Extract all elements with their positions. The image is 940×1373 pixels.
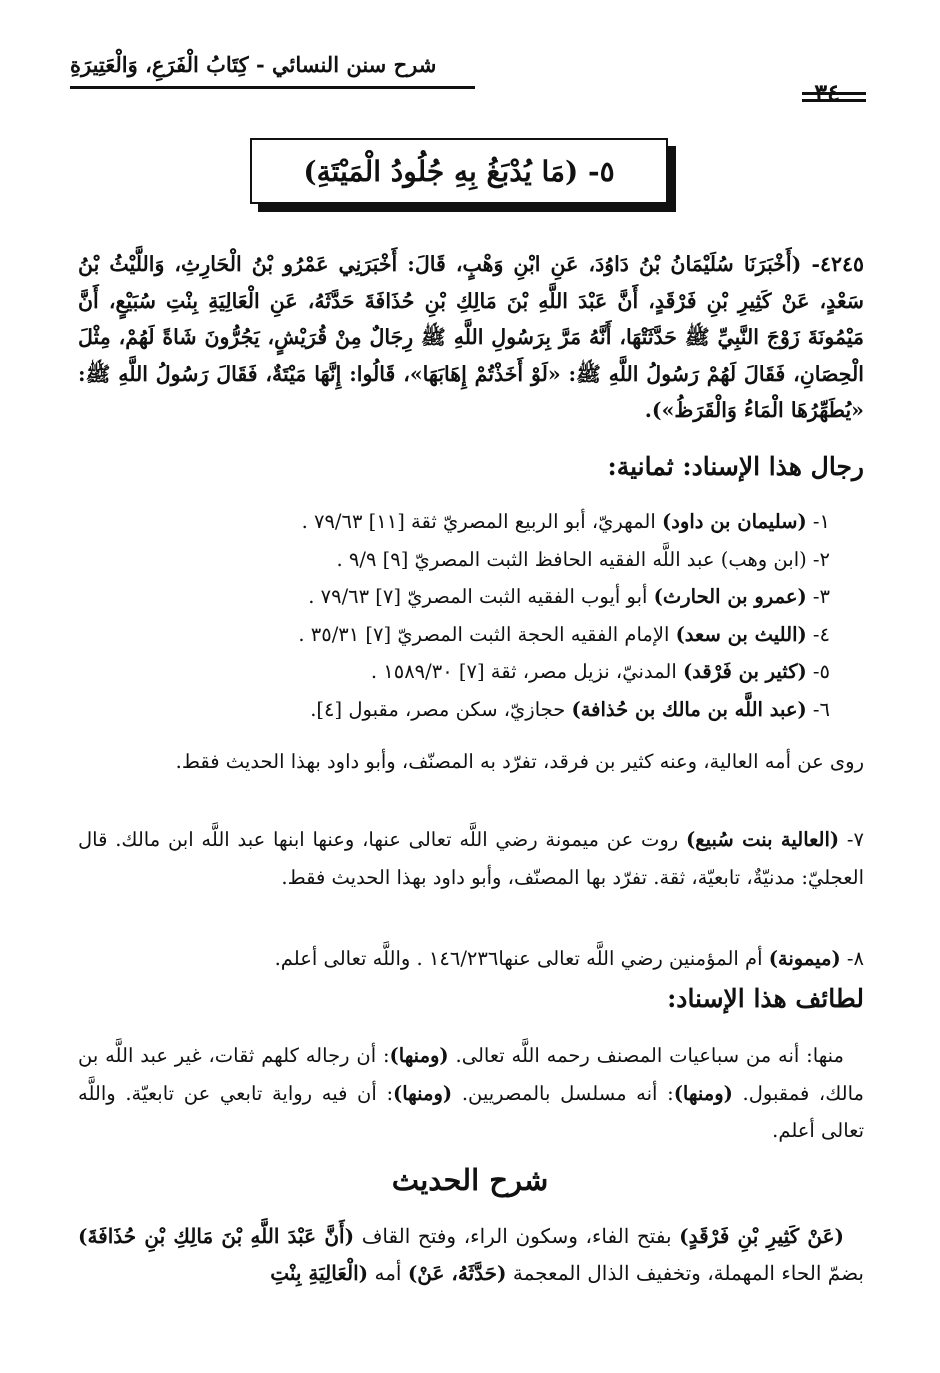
sharh-paragraph: (عَنْ كَثِيرِ بْنِ فَرْقَدٍ) بفتح الفاء، وسكون الراء، وفتح القاف (أَنَّ عَبْدَ اللَّهِ بْنَ مَالِكِ بْنِ حُذَافَةَ) بضمّ الحاء المهملة، وتخفيف الذال المعجمة (حَدَّثَهُ، عَنْ) أمه (الْعَالِيَةِ بِنْتِ <box>78 1224 864 1285</box>
hadith-text-block <box>78 246 864 429</box>
narrator-item-8: ٨- (ميمونة) أم المؤمنين رضي اللَّه تعالى عنها١٤٦/٢٣٦ . واللَّه تعالى أعلم. <box>274 947 864 970</box>
hadith-text: (أَخْبَرَنَا سُلَيْمَانُ بْنُ دَاوُدَ، عَنِ ابْنِ وَهْبٍ، قَالَ: أَخْبَرَنِي عَمْرُو بْنُ الْحَارِثِ، وَاللَّيْثُ بْنُ سَعْدٍ، عَنْ كَثِيرِ بْنِ فَرْقَدٍ، أَنَّ عَبْدَ اللَّهِ بْنَ مَالِكِ بْنِ حُذَافَةَ حَدَّثَهُ، عَنِ الْعَالِيَةِ بِنْتِ سُبَيْعٍ، أَنَّ مَيْمُونَةَ زَوْجَ النَّبِيِّ ﷺ حَدَّثَتْهَا، أَنَّهُ مَرَّ بِرَسُولِ اللَّهِ ﷺ رِجَالٌ مِنْ قُرَيْشٍ، يَجُرُّونَ شَاةً لَهُمْ، مِثْلَ الْحِصَانِ، فَقَالَ لَهُمْ رَسُولُ اللَّهِ ﷺ: «لَوْ أَخَذْتُمْ إِهَابَهَا»، قَالُوا: إِنَّهَا مَيْتَةٌ، فَقَالَ رَسُولُ اللَّهِ ﷺ: «يُطَهِّرُهَا الْمَاءُ وَالْقَرَظُ»). <box>78 252 864 422</box>
lataif-heading: لطائف هذا الإسناد: <box>667 984 864 1013</box>
narrator-item-7: ٧- (العالية بنت سُبيع) روت عن ميمونة رضي اللَّه تعالى عنها، وعنها ابنها عبد اللَّه ابن مالك. قال العجليّ: مدنيّةٌ، تابعيّة، ثقة. تفرّد بها المصنّف، وأبو داود بهذا الحديث فقط. <box>78 828 864 889</box>
narrators-heading: رجال هذا الإسناد: ثمانية: <box>607 452 864 481</box>
narrator-item: ٦- (عبد اللَّه بن مالك بن حُذافة) حجازيّ، سكن مصر، مقبول [٤]. <box>310 697 830 721</box>
lataif-paragraph: منها: أنه من سباعيات المصنف رحمه اللَّه تعالى. (ومنها): أن رجاله كلهم ثقات، غير عبد اللَّه بن مالك، فمقبول. (ومنها): أنه مسلسل بالمصريين. (ومنها): أن فيه رواية تابعي عن تابعيّة. واللَّه تعالى أعلم. <box>78 1044 864 1142</box>
running-header <box>70 52 860 86</box>
narrator-item: ٢- (ابن وهب) عبد اللَّه الفقيه الحافظ الثبت المصريّ [٩] ٩/٩ . <box>336 547 830 571</box>
narrator-item: ٣- (عمرو بن الحارث) أبو أيوب الفقيه الثبت المصريّ [٧] ٧٩/٦٣ . <box>308 585 830 608</box>
page-number: ٣٤ <box>814 78 840 107</box>
header-title: شرح سنن النسائي - كِتَابُ الْفَرَعِ، وَالْعَتِيرَةِ <box>70 52 437 77</box>
header-rule <box>70 86 475 89</box>
sharh-heading: شرح الحديث <box>391 1163 549 1197</box>
narrator-item: ٥- (كثير بن فَرْقد) المدنيّ، نزيل مصر، ثقة [٧] ١٥٨٩/٣٠ . <box>370 660 830 683</box>
narrator-6-note: روى عن أمه العالية، وعنه كثير بن فرقد، تفرّد به المصنّف، وأبو داود بهذا الحديث فقط. <box>175 750 864 773</box>
hadith-number: ٤٢٤٥- <box>811 252 864 276</box>
chapter-heading-box <box>250 138 668 204</box>
narrators-list <box>78 503 864 728</box>
narrator-item: ٤- (الليث بن سعد) الإمام الفقيه الحجة الثبت المصريّ [٧] ٣٥/٣١ . <box>298 622 830 646</box>
chapter-heading: ٥- (مَا يُدْبَغُ بِهِ جُلُودُ الْمَيْتَةِ) <box>303 154 615 188</box>
narrator-item: ١- (سليمان بن داود) المهريّ، أبو الربيع المصريّ ثقة [١١] ٧٩/٦٣ . <box>301 510 830 533</box>
